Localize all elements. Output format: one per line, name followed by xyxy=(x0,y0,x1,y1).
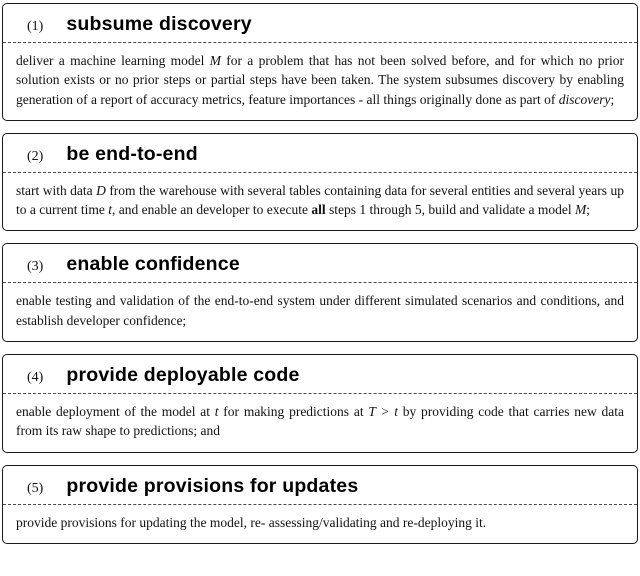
requirement-body: deliver a machine learning model M for a problem that has not been solved before, and for which no prior solution exists or no prior steps or partial steps have been taken. The system subsumes discovery by enabling generation of a report of accuracy metrics, feature importances - all things originally done as part of discovery; xyxy=(16,53,624,107)
requirement-card-4 xyxy=(2,354,638,453)
requirement-body: enable testing and validation of the end-to-end system under different simulated scenarios and conditions, and establish developer confidence; xyxy=(16,293,624,328)
card-header xyxy=(3,134,637,172)
requirement-title: provide provisions for updates xyxy=(66,474,359,497)
card-header xyxy=(3,466,637,504)
requirement-title: provide deployable code xyxy=(66,364,300,387)
requirement-title: be end-to-end xyxy=(66,142,198,165)
card-header xyxy=(3,355,637,393)
card-header xyxy=(3,244,637,282)
requirement-body: enable deployment of the model at t for making predictions at T > t by providing code that carries new data from its raw shape to predictions; and xyxy=(16,404,625,439)
requirement-card-2 xyxy=(2,133,638,232)
requirement-number: (1) xyxy=(27,19,44,34)
requirement-number: (2) xyxy=(27,148,44,164)
card-header xyxy=(3,4,637,42)
requirement-number: (3) xyxy=(27,259,44,275)
requirement-card-3 xyxy=(2,243,638,342)
requirement-body: provide provisions for updating the model, re- assessing/validating and re-deploying it. xyxy=(16,514,487,530)
requirement-title: subsume discovery xyxy=(66,13,252,35)
requirement-number: (5) xyxy=(27,480,44,496)
requirement-number: (4) xyxy=(27,370,44,386)
requirement-card-1 xyxy=(2,3,638,121)
requirement-title: enable confidence xyxy=(66,253,240,276)
requirement-card-5 xyxy=(2,465,638,544)
requirement-body: start with data D from the warehouse with several tables containing data for several entities and several years up to a current time t, and enable an developer to execute all steps 1 through 5, build and validate a model M; xyxy=(16,182,624,218)
